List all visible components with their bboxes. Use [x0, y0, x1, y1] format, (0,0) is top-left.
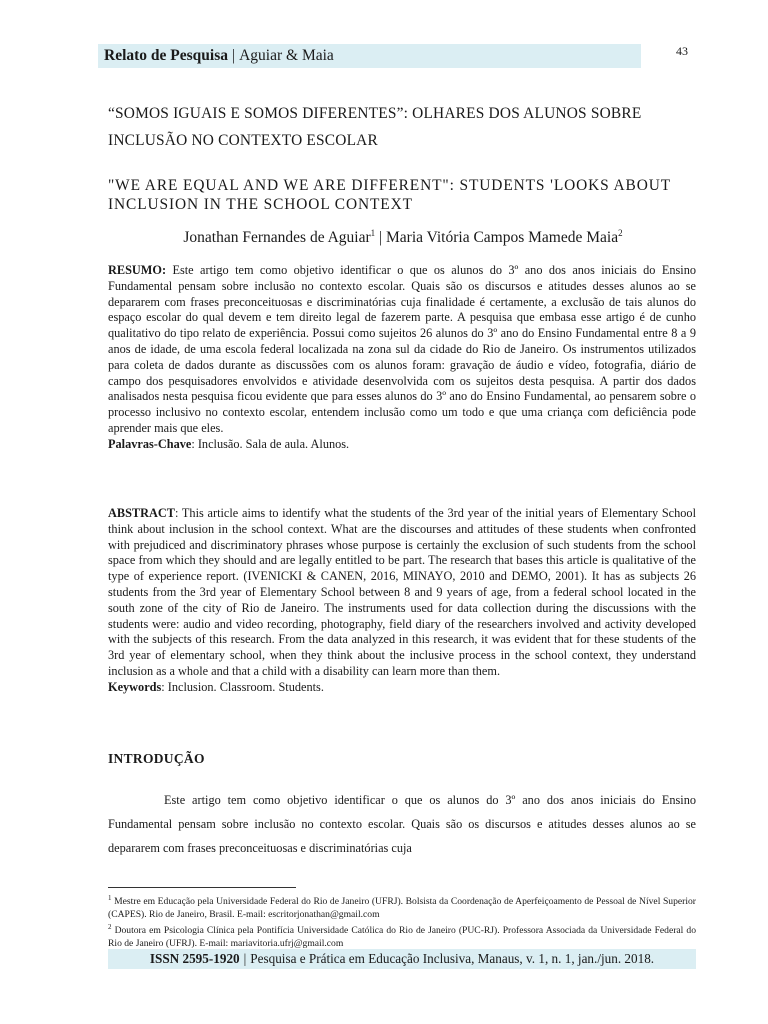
- header-section-label: Relato de Pesquisa: [104, 47, 228, 64]
- resumo-section: [108, 263, 696, 453]
- abstract-text: : This article aims to identify what the students of the 3rd year of the initial years of Elementary School think about inclusion in the school context. What are the discourses and attitudes of these students when confronted with prejudiced and discriminatory phrases whose purpose is certainly the exclusion of such students from the school space from which they should and are legally entitled to be part. The research that bases this article is qualitative of the type of experience report. (IVENICKI & CANEN, 2016, MINAYO, 2010 and DEMO, 2001). It has as subjects 26 students from the 3rd year of Elementary School between 8 and 9 years of age, from a federal school located in the south zone of the city of Rio de Janeiro. The instruments used for data collection during the discussions with the students were: audio and video recording, photography, field diary of the researchers involved and activity developed with the subjects of this research. From the data analyzed in this research, it was evident that for these students of the 3rd year of elementary school, when they think about the inclusive process in the school context, they understand inclusion as a whole and that a child with a disability can learn more than them.: [108, 506, 696, 678]
- author-1-footnote-mark: 1: [370, 228, 376, 238]
- resumo-text: Este artigo tem como objetivo identificar o que os alunos do 3º ano dos anos iniciais do Ensino Fundamental pensam sobre inclusão no contexto escolar. Quais são os discursos e atitudes desses alunos ao se depararem com frases preconceituosas e discriminatórias cuja finalidade é certamente, a exclusão de tais alunos do espaço escolar do qual devem e tem direito legal de fazerem parte. A pesquisa que embasa esse artigo é de cunho qualitativo do tipo relato de experiência. Possui como sujeitos 26 alunos do 3º ano do Ensino Fundamental entre 8 a 9 anos de idade, de uma escola federal localizada na zona sul da cidade do Rio de Janeiro. Os instrumentos utilizados para coleta de dados durante as discussões com os alunos foram: gravação de áudio e vídeo, fotografia, diário de campo dos pesquisadores envolvidos e atividade desenvolvida com os sujeitos desta pesquisa. A partir dos dados analisados nesta pesquisa ficou evidente que para esses alunos do 3º ano do Ensino Fundamental, ao pensarem sobre o processo inclusivo no contexto escolar, entendem inclusão como um todo e que uma criança com deficiência pode aprender mais que eles.: [108, 263, 696, 435]
- footnote-2-text: Doutora em Psicologia Clínica pela Pontifícia Universidade Católica do Rio de Janeiro (PUC-RJ). Professora Associada da Universidade Federal do Rio de Janeiro (UFRJ). E-mail: mariavitoria.ufrj@gmail.com: [108, 925, 696, 950]
- introducao-paragraph: Este artigo tem como objetivo identificar o que os alunos do 3º ano dos anos iniciais do Ensino Fundamental pensam sobre inclusão no contexto escolar. Quais são os discursos e atitudes desses alunos ao se depararem com frases preconceituosas e discriminatórias cuja: [108, 793, 696, 855]
- author-2-footnote-mark: 2: [618, 228, 623, 238]
- author-1-name: Jonathan Fernandes de Aguiar: [183, 229, 371, 247]
- author-line: [108, 228, 698, 247]
- keywords-text: : Inclusion. Classroom. Students.: [161, 679, 324, 694]
- header-separator: |: [232, 47, 236, 64]
- footnote-1-text: Mestre em Educação pela Universidade Federal do Rio de Janeiro (UFRJ). Bolsista da Coordenação de Aperfeiçoamento de Pessoal de Nível Superior (CAPES). Rio de Janeiro, Brasil. E-mail: escritorjonathan@gmail.com: [108, 896, 696, 921]
- article-title-portuguese: “SOMOS IGUAIS E SOMOS DIFERENTES”: OLHARES DOS ALUNOS SOBRE INCLUSÃO NO CONTEXTO ESCOLAR: [108, 105, 642, 149]
- introducao-heading: INTRODUÇÃO: [108, 751, 205, 766]
- footnote-1: [108, 892, 696, 921]
- footer-issn: ISSN 2595-1920: [149, 951, 240, 966]
- footnote-1-mark: 1: [108, 894, 112, 902]
- running-header: [98, 44, 641, 68]
- header-authors: Aguiar & Maia: [239, 47, 334, 64]
- palavras-chave-label: Palavras-Chave: [108, 436, 192, 451]
- footer-separator: |: [243, 951, 247, 966]
- journal-footer: [108, 949, 696, 969]
- keywords-label: Keywords: [108, 679, 162, 694]
- article-title-english: "WE ARE EQUAL AND WE ARE DIFFERENT": STUDENTS 'LOOKS ABOUT INCLUSION IN THE SCHOOL CONTEXT: [108, 177, 671, 213]
- footnote-2-mark: 2: [108, 923, 112, 932]
- author-2-name: Maria Vitória Campos Mamede Maia: [386, 229, 619, 247]
- footer-journal: Pesquisa e Prática em Educação Inclusiva, Manaus, v. 1, n. 1, jan./jun. 2018.: [250, 951, 655, 966]
- page-number: 43: [676, 44, 688, 58]
- palavras-chave-text: : Inclusão. Sala de aula. Alunos.: [191, 436, 350, 451]
- footnotes: [108, 892, 696, 950]
- footnote-divider: [108, 887, 296, 888]
- author-separator: |: [379, 229, 383, 247]
- footnote-2: [108, 921, 696, 950]
- resumo-label: RESUMO:: [108, 263, 167, 277]
- abstract-section: [108, 506, 696, 696]
- abstract-label: ABSTRACT: [108, 506, 175, 520]
